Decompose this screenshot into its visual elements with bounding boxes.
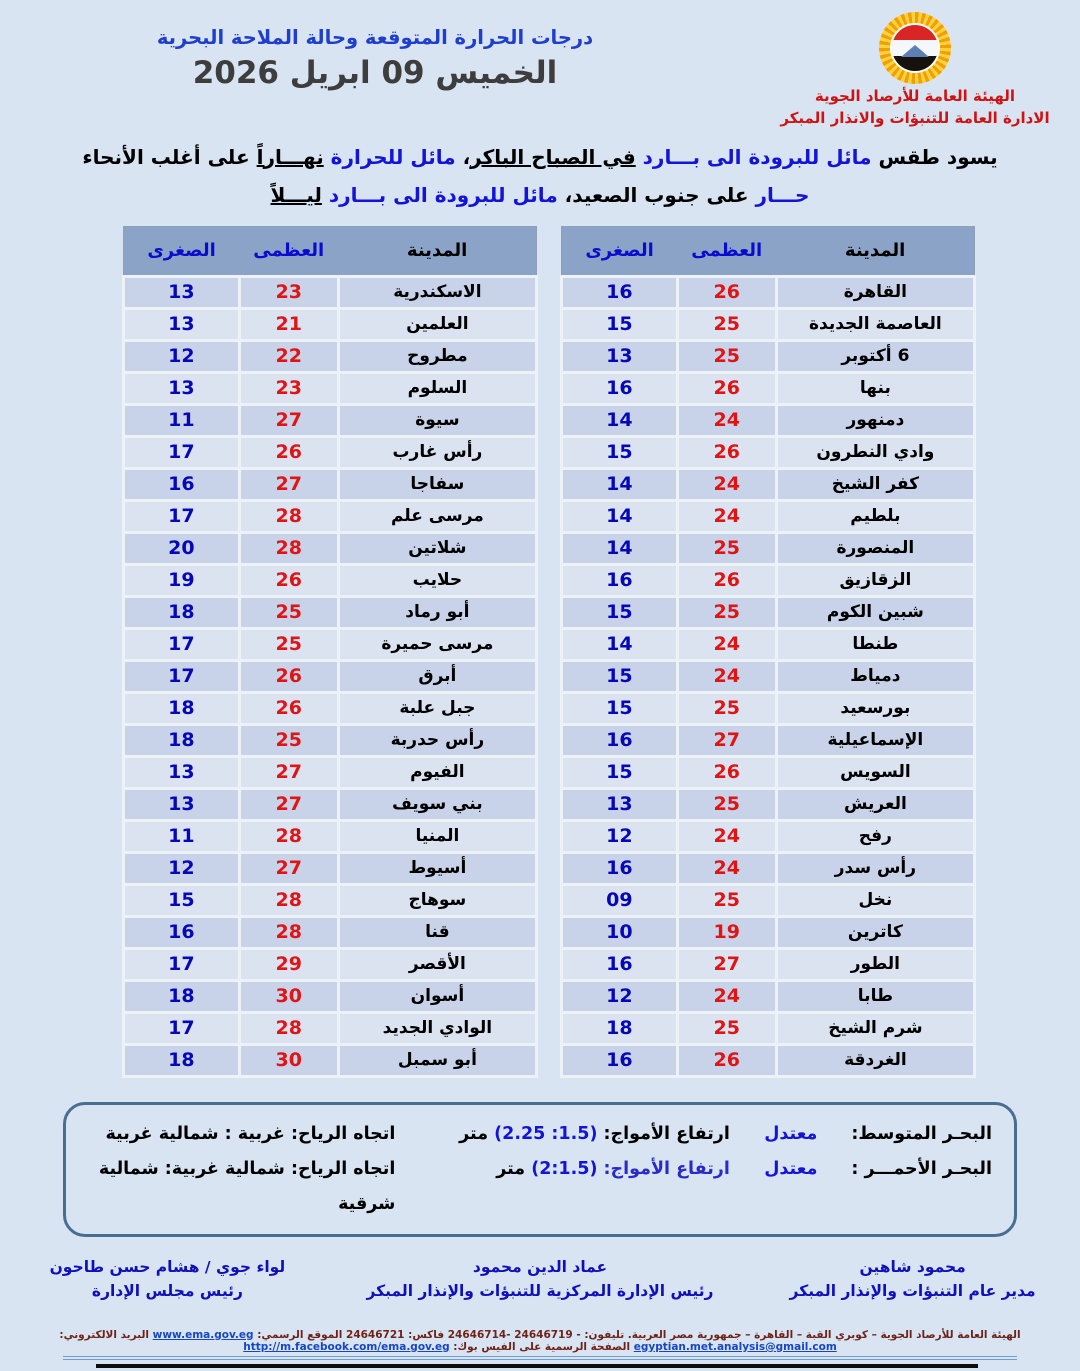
table-row: [124, 788, 537, 820]
table-row: [124, 564, 537, 596]
city-name: أسيوط: [338, 852, 536, 884]
forecast-segment: على أغلب الأنحاء: [82, 144, 257, 169]
left-temps-table: [122, 226, 538, 1078]
city-name: بلطيم: [776, 500, 974, 532]
min-temp: 16: [124, 916, 240, 948]
table-row: [562, 564, 975, 596]
city-name: أسوان: [338, 980, 536, 1012]
city-name: المنيا: [338, 820, 536, 852]
min-temp: 13: [124, 276, 240, 308]
table-row: [124, 916, 537, 948]
table-row: [562, 436, 975, 468]
city-name: بنها: [776, 372, 974, 404]
forecast-segment: مائل للحرارة: [323, 144, 456, 169]
min-temp: 13: [562, 340, 678, 372]
table-row: [562, 884, 975, 916]
signatory-name: محمود شاهين: [859, 1257, 966, 1276]
city-name: العريش: [776, 788, 974, 820]
min-temp: 20: [124, 532, 240, 564]
city-name: السويس: [776, 756, 974, 788]
city-name: 6 أكتوبر: [776, 340, 974, 372]
sea-state-cell: [730, 1152, 992, 1222]
table-row: [124, 692, 537, 724]
max-temp: 26: [677, 436, 776, 468]
table-row: [562, 372, 975, 404]
min-temp: 13: [124, 372, 240, 404]
min-temp: 13: [124, 308, 240, 340]
min-temp: 16: [124, 468, 240, 500]
max-temp: 25: [239, 596, 338, 628]
city-name: رأس حدربة: [338, 724, 536, 756]
max-temp: 24: [677, 468, 776, 500]
max-temp: 24: [677, 660, 776, 692]
forecast-segment: ،: [455, 144, 471, 169]
city-name: الطور: [776, 948, 974, 980]
min-temp: 17: [124, 500, 240, 532]
table-row: [562, 788, 975, 820]
min-temp: 11: [124, 820, 240, 852]
city-name: كفر الشيخ: [776, 468, 974, 500]
min-temp: 12: [562, 820, 678, 852]
max-temp: 26: [239, 692, 338, 724]
min-temp: 18: [124, 724, 240, 756]
forecast-summary: [0, 138, 1080, 214]
min-temp: 16: [562, 1044, 678, 1076]
min-temp: 14: [562, 532, 678, 564]
table-row: [124, 436, 537, 468]
max-temp: 26: [677, 276, 776, 308]
city-name: المنصورة: [776, 532, 974, 564]
forecast-segment: مائل للبرودة الى بـــارد: [321, 182, 558, 207]
min-temp: 19: [124, 564, 240, 596]
signatory-title: رئيس الإدارة المركزية للتنبؤات والإنذار المبكر: [366, 1281, 714, 1300]
forecast-segment: في الصباح الباكر: [470, 144, 636, 169]
org-block: [750, 10, 1080, 130]
org-name-line2: الادارة العامة للتنبؤات والانذار المبكر: [780, 108, 1050, 127]
table-row: [562, 500, 975, 532]
column-header-max: العظمى: [677, 226, 776, 276]
city-name: الفيوم: [338, 756, 536, 788]
table-row: [124, 1044, 537, 1076]
wave-unit: متر: [459, 1123, 489, 1144]
min-temp: 16: [562, 724, 678, 756]
signatory-title: رئيس مجلس الإدارة: [91, 1281, 243, 1300]
min-temp: 15: [562, 660, 678, 692]
forecast-line-2: [0, 176, 1080, 214]
table-row: [124, 948, 537, 980]
table-row: [562, 340, 975, 372]
city-name: أبو سمبل: [338, 1044, 536, 1076]
min-temp: 16: [562, 276, 678, 308]
min-temp: 11: [124, 404, 240, 436]
signature-block: [0, 1255, 335, 1303]
table-row: [562, 980, 975, 1012]
city-name: قنا: [338, 916, 536, 948]
table-row: [562, 1044, 975, 1076]
max-temp: 26: [677, 1044, 776, 1076]
city-name: رفح: [776, 820, 974, 852]
wind-direction-cell: اتجاه الرياح: غربية : شمالية غربية: [105, 1123, 396, 1144]
sea-state-value: معتدل: [764, 1123, 818, 1144]
table-row: [562, 724, 975, 756]
city-name: حلايب: [338, 564, 536, 596]
table-row: [124, 852, 537, 884]
max-temp: 28: [239, 532, 338, 564]
table-row: [124, 724, 537, 756]
table-row: [124, 468, 537, 500]
table-row: [562, 852, 975, 884]
min-temp: 15: [562, 756, 678, 788]
signatures-row: [0, 1255, 1080, 1303]
min-temp: 17: [124, 1012, 240, 1044]
table-row: [562, 820, 975, 852]
table-row: [124, 404, 537, 436]
max-temp: 27: [239, 756, 338, 788]
min-temp: 15: [562, 436, 678, 468]
table-row: [562, 308, 975, 340]
table-row: [562, 948, 975, 980]
city-name: سيوة: [338, 404, 536, 436]
title-block: [0, 10, 750, 130]
facebook-label: الصفحة الرسمية على الفيس بوك:: [449, 1340, 634, 1353]
max-temp: 24: [677, 500, 776, 532]
city-name: رأس غارب: [338, 436, 536, 468]
footer-black-rule: [96, 1364, 978, 1368]
table-row: [124, 660, 537, 692]
min-temp: 18: [124, 1044, 240, 1076]
table-header-row: [562, 226, 975, 276]
table-row: [562, 916, 975, 948]
city-name: وادي النطرون: [776, 436, 974, 468]
max-temp: 25: [677, 596, 776, 628]
max-temp: 26: [239, 436, 338, 468]
city-name: الأقصر: [338, 948, 536, 980]
table-row: [124, 756, 537, 788]
max-temp: 26: [239, 564, 338, 596]
max-temp: 26: [677, 564, 776, 596]
city-name: الوادي الجديد: [338, 1012, 536, 1044]
table-row: [124, 884, 537, 916]
forecast-segment: نهـــاراً: [256, 144, 324, 169]
table-row: [124, 596, 537, 628]
city-name: مطروح: [338, 340, 536, 372]
max-temp: 19: [677, 916, 776, 948]
table-row: [562, 532, 975, 564]
max-temp: 28: [239, 1012, 338, 1044]
max-temp: 25: [677, 308, 776, 340]
forecast-segment: على جنوب الصعيد،: [557, 182, 749, 207]
city-name: مرسى حميرة: [338, 628, 536, 660]
table-row: [124, 276, 537, 308]
sea-state-cell: [730, 1117, 992, 1152]
signatory-name: عماد الدين محمود: [472, 1257, 608, 1276]
email-label: البريد الالكتروني:: [59, 1328, 153, 1341]
min-temp: 16: [562, 372, 678, 404]
wave-height-value: (2:1.5): [531, 1158, 598, 1179]
wave-height-cell: [395, 1117, 729, 1152]
max-temp: 24: [677, 980, 776, 1012]
table-row: [124, 628, 537, 660]
max-temp: 24: [677, 852, 776, 884]
city-name: الغردقة: [776, 1044, 974, 1076]
signatory-name: لواء جوي / هشام حسن طاحون: [49, 1257, 286, 1276]
table-row: [562, 1012, 975, 1044]
max-temp: 28: [239, 884, 338, 916]
city-name: العاصمة الجديدة: [776, 308, 974, 340]
min-temp: 15: [562, 692, 678, 724]
document-date: الخميس 09 ابريل 2026: [192, 55, 558, 91]
city-name: الإسماعيلية: [776, 724, 974, 756]
max-temp: 26: [677, 756, 776, 788]
table-row: [124, 500, 537, 532]
min-temp: 16: [562, 852, 678, 884]
sea-label: البحـر المتوسط:: [851, 1123, 992, 1144]
wave-label: ارتفاع الأمواج:: [603, 1123, 730, 1144]
signatory-title: مدير عام التنبؤات والإنذار المبكر: [789, 1281, 1036, 1300]
max-temp: 25: [677, 532, 776, 564]
flag-globe-icon: [890, 23, 940, 73]
footer-address: الهيئة العامة للأرصاد الجوية – كوبري القبة – القاهرة – جمهورية مصر العربية. تليفون: - 24646719 -24646714 فاكس: 24646721 الموقع الرسمي:: [253, 1328, 1021, 1341]
city-name: دمياط: [776, 660, 974, 692]
min-temp: 16: [562, 564, 678, 596]
table-row: [124, 820, 537, 852]
column-header-min: الصغرى: [124, 226, 240, 276]
ema-logo-icon: [879, 12, 951, 84]
city-name: شلاتين: [338, 532, 536, 564]
table-row: [562, 628, 975, 660]
min-temp: 09: [562, 884, 678, 916]
max-temp: 28: [239, 916, 338, 948]
city-name: شرم الشيخ: [776, 1012, 974, 1044]
wave-height-value: (1.5: 2.25): [494, 1123, 598, 1144]
max-temp: 27: [677, 948, 776, 980]
max-temp: 21: [239, 308, 338, 340]
mountain-icon: [901, 45, 929, 57]
sea-state-value: معتدل: [764, 1158, 818, 1179]
table-row: [124, 372, 537, 404]
min-temp: 18: [124, 980, 240, 1012]
max-temp: 25: [677, 340, 776, 372]
city-name: سفاجا: [338, 468, 536, 500]
max-temp: 23: [239, 372, 338, 404]
max-temp: 27: [239, 852, 338, 884]
table-row: [124, 980, 537, 1012]
max-temp: 25: [677, 692, 776, 724]
max-temp: 27: [677, 724, 776, 756]
red-sea-row: [88, 1152, 992, 1222]
column-header-city: المدينة: [776, 226, 974, 276]
page-header: [0, 0, 1080, 130]
max-temp: 28: [239, 500, 338, 532]
max-temp: 28: [239, 820, 338, 852]
city-name: طنطا: [776, 628, 974, 660]
table-row: [562, 596, 975, 628]
min-temp: 15: [124, 884, 240, 916]
sea-label: البحـر الأحمـــر :: [851, 1158, 992, 1179]
city-name: بورسعيد: [776, 692, 974, 724]
wind-direction-cell: اتجاه الرياح: شمالية غربية: شمالية شرقية: [98, 1158, 396, 1214]
city-name: شبين الكوم: [776, 596, 974, 628]
org-name-line1: الهيئة العامة للأرصاد الجوية: [814, 87, 1016, 105]
table-row: [562, 468, 975, 500]
table-header-row: [124, 226, 537, 276]
max-temp: 24: [677, 820, 776, 852]
max-temp: 22: [239, 340, 338, 372]
right-temps-table: [560, 226, 976, 1078]
max-temp: 26: [239, 660, 338, 692]
max-temp: 27: [239, 788, 338, 820]
table-row: [562, 660, 975, 692]
city-name: السلوم: [338, 372, 536, 404]
table-row: [562, 276, 975, 308]
max-temp: 25: [677, 1012, 776, 1044]
city-name: نخل: [776, 884, 974, 916]
city-name: أبو رماد: [338, 596, 536, 628]
min-temp: 14: [562, 404, 678, 436]
signature-block: [335, 1255, 745, 1303]
min-temp: 15: [562, 308, 678, 340]
city-name: الاسكندرية: [338, 276, 536, 308]
max-temp: 25: [239, 628, 338, 660]
max-temp: 23: [239, 276, 338, 308]
min-temp: 15: [562, 596, 678, 628]
max-temp: 25: [677, 884, 776, 916]
min-temp: 14: [562, 500, 678, 532]
min-temp: 13: [124, 788, 240, 820]
city-name: الزقازيق: [776, 564, 974, 596]
forecast-segment: يسود طقس: [871, 144, 998, 169]
forecast-line-1: [0, 138, 1080, 176]
min-temp: 17: [124, 436, 240, 468]
email-link[interactable]: egyptian.met.analysis@gmail.com: [633, 1340, 837, 1353]
max-temp: 25: [239, 724, 338, 756]
max-temp: 27: [239, 468, 338, 500]
city-name: رأس سدر: [776, 852, 974, 884]
footer-contact-line: [0, 1329, 1080, 1353]
marine-conditions-box: [63, 1102, 1017, 1237]
city-name: القاهرة: [776, 276, 974, 308]
table-row: [124, 340, 537, 372]
max-temp: 24: [677, 404, 776, 436]
wave-unit: متر: [496, 1158, 526, 1179]
column-header-min: الصغرى: [562, 226, 678, 276]
min-temp: 17: [124, 628, 240, 660]
min-temp: 18: [124, 596, 240, 628]
min-temp: 12: [124, 340, 240, 372]
max-temp: 24: [677, 628, 776, 660]
table-row: [562, 692, 975, 724]
min-temp: 18: [124, 692, 240, 724]
city-name: مرسى علم: [338, 500, 536, 532]
temperature-tables: [0, 226, 1080, 1078]
city-name: جبل علبة: [338, 692, 536, 724]
wave-height-cell: [395, 1152, 729, 1222]
city-name: كاترين: [776, 916, 974, 948]
table-row: [562, 756, 975, 788]
max-temp: 30: [239, 980, 338, 1012]
forecast-segment: مائل للبرودة الى بـــارد: [635, 144, 872, 169]
forecast-segment: ليـــلاً: [270, 182, 322, 207]
min-temp: 14: [562, 468, 678, 500]
city-name: طابا: [776, 980, 974, 1012]
min-temp: 17: [124, 660, 240, 692]
min-temp: 14: [562, 628, 678, 660]
table-row: [124, 532, 537, 564]
table-row: [562, 404, 975, 436]
min-temp: 16: [562, 948, 678, 980]
min-temp: 12: [124, 852, 240, 884]
max-temp: 29: [239, 948, 338, 980]
mediterranean-row: [88, 1117, 992, 1152]
max-temp: 25: [677, 788, 776, 820]
city-name: بني سويف: [338, 788, 536, 820]
max-temp: 26: [677, 372, 776, 404]
footer-blue-rule: [63, 1356, 1017, 1360]
max-temp: 27: [239, 404, 338, 436]
wave-label: ارتفاع الأمواج:: [603, 1158, 730, 1179]
city-name: العلمين: [338, 308, 536, 340]
min-temp: 13: [562, 788, 678, 820]
min-temp: 12: [562, 980, 678, 1012]
forecast-segment: حـــار: [748, 182, 810, 207]
signature-block: [745, 1255, 1080, 1303]
document-title: درجات الحرارة المتوقعة وحالة الملاحة البحرية: [156, 26, 594, 49]
min-temp: 10: [562, 916, 678, 948]
city-name: دمنهور: [776, 404, 974, 436]
min-temp: 17: [124, 948, 240, 980]
table-row: [124, 308, 537, 340]
facebook-link[interactable]: http://m.facebook.com/ema.gov.eg: [243, 1340, 450, 1353]
max-temp: 30: [239, 1044, 338, 1076]
website-link[interactable]: www.ema.gov.eg: [152, 1328, 254, 1341]
min-temp: 13: [124, 756, 240, 788]
city-name: سوهاج: [338, 884, 536, 916]
table-row: [124, 1012, 537, 1044]
column-header-max: العظمى: [239, 226, 338, 276]
min-temp: 18: [562, 1012, 678, 1044]
city-name: أبرق: [338, 660, 536, 692]
column-header-city: المدينة: [338, 226, 536, 276]
